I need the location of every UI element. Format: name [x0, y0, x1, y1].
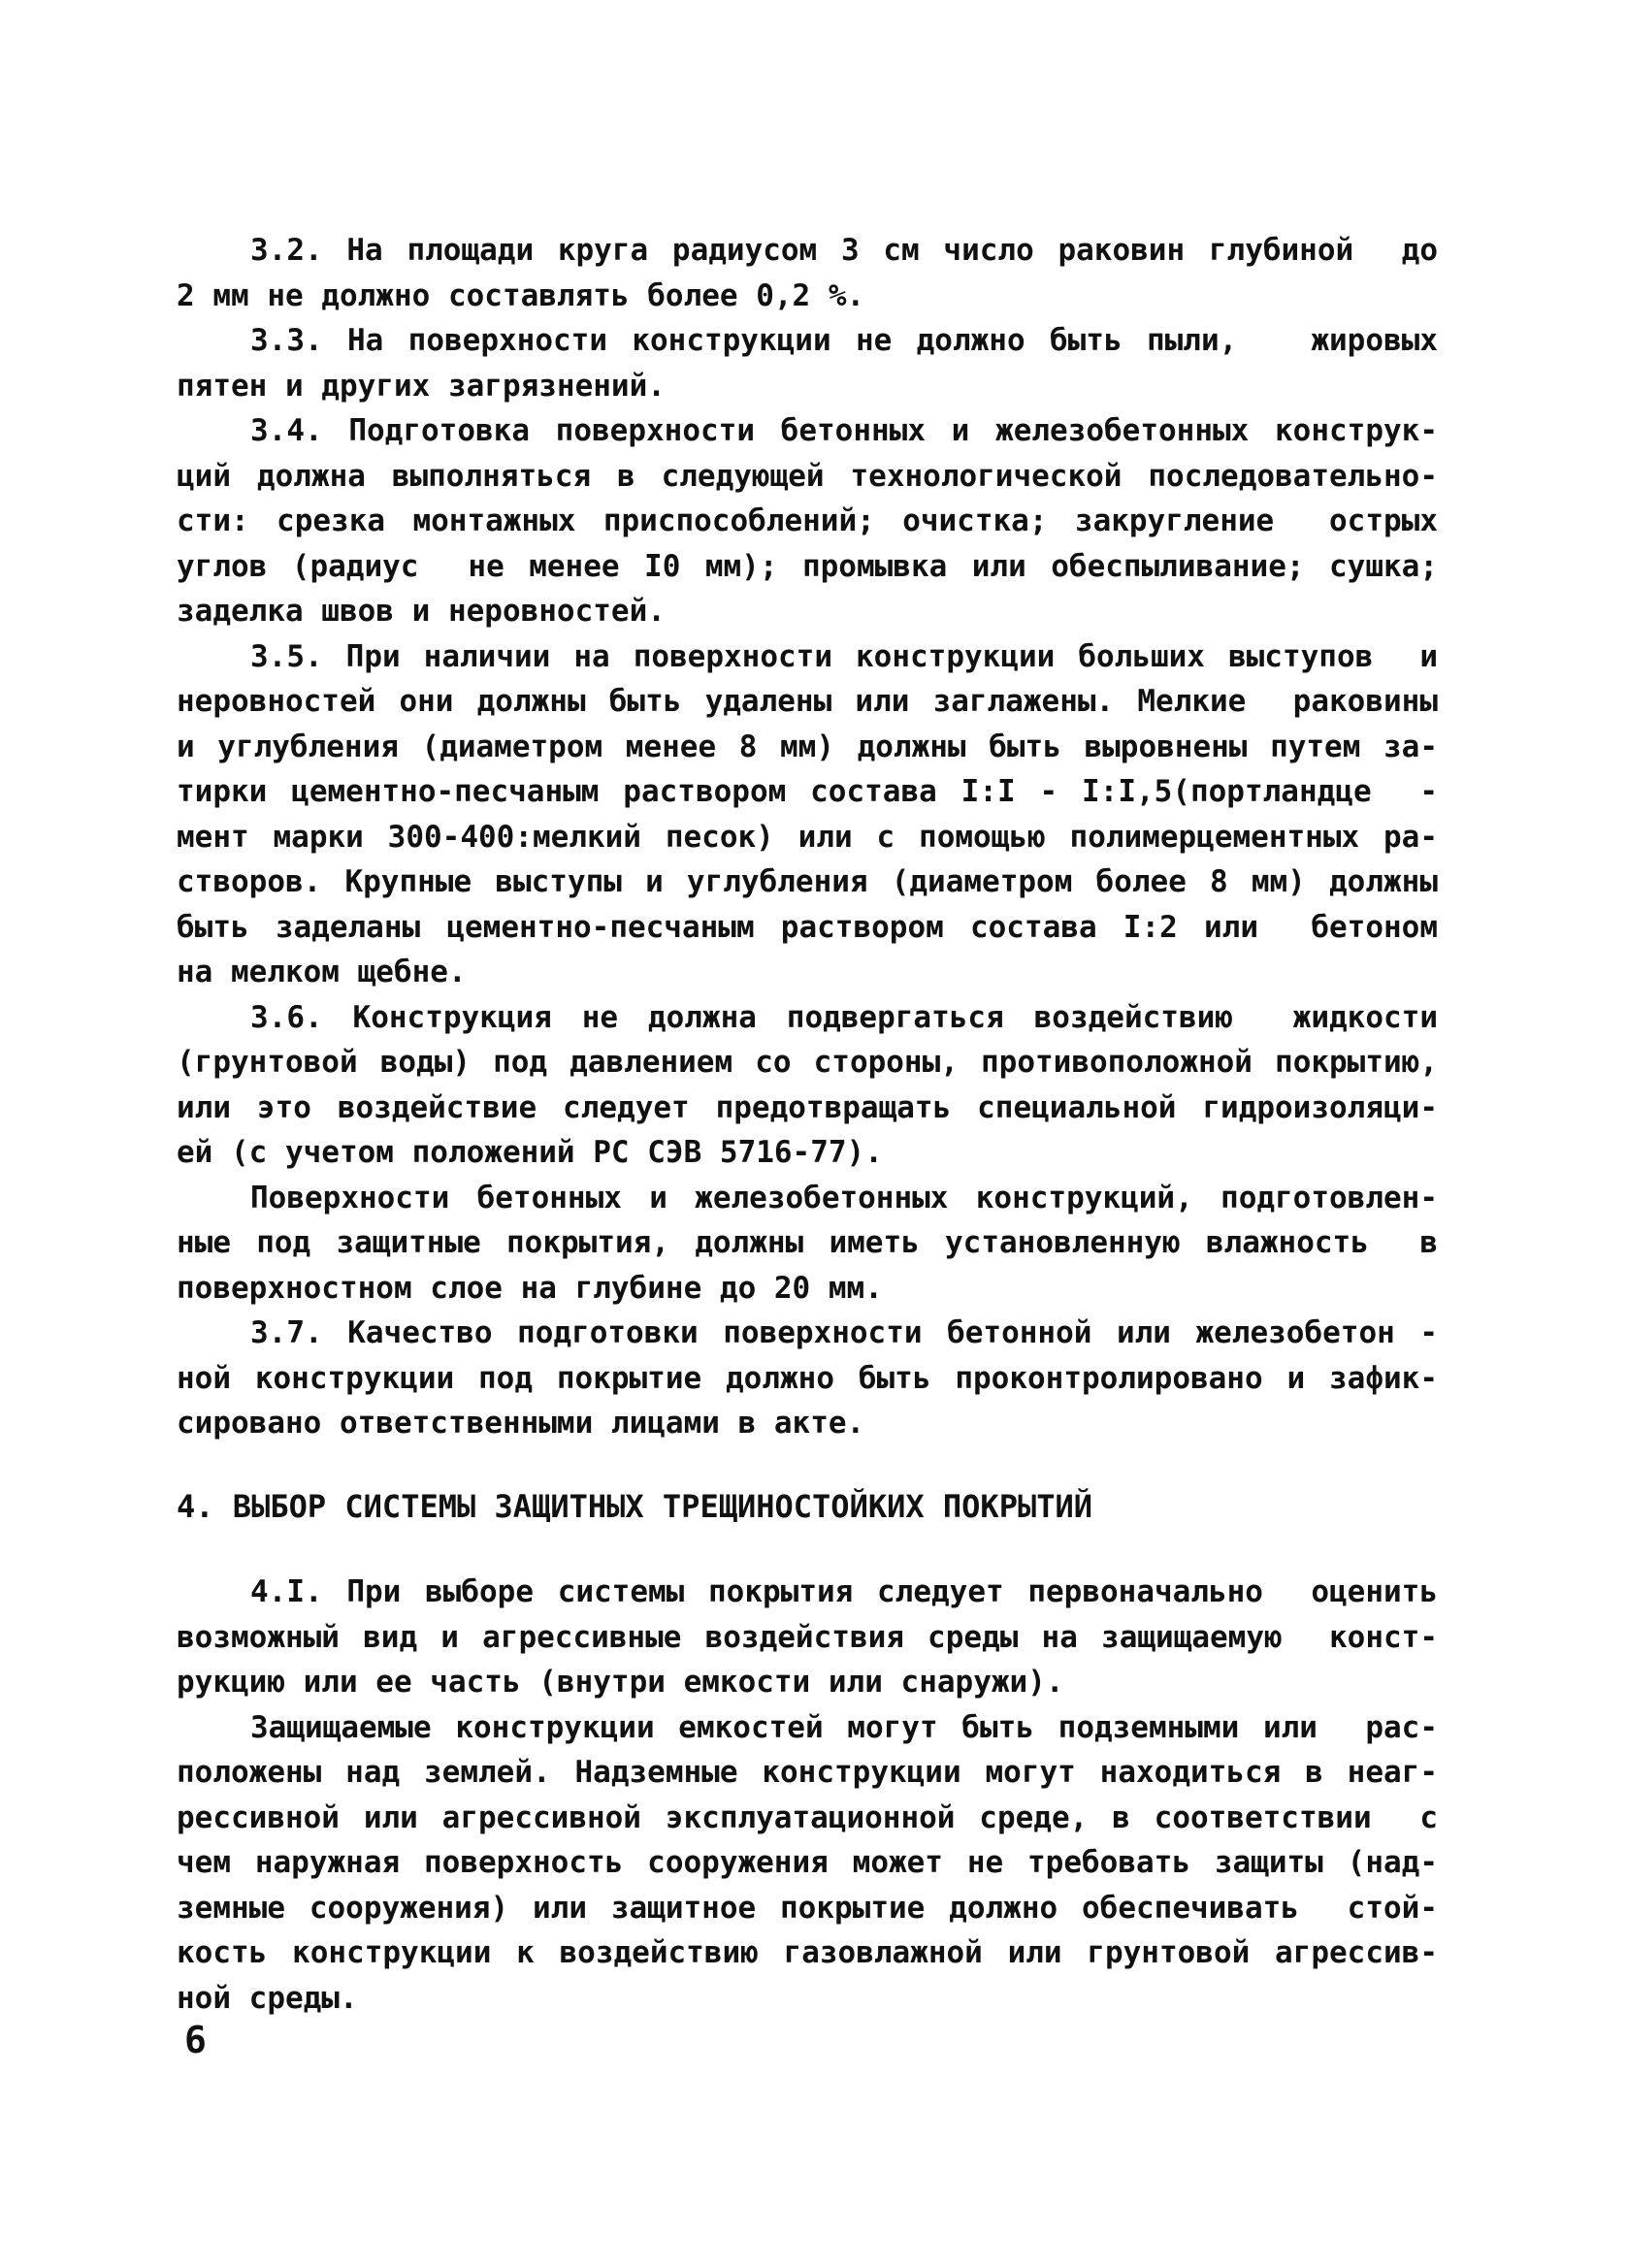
section-3-text [177, 228, 1438, 1446]
text-line: чем наружная поверхность сооружения может не требовать защиты (над- [177, 1845, 1438, 1880]
text-line: возможный вид и агрессивные воздействия среды на защищаемую конст- [177, 1619, 1438, 1655]
text-line: ций должна выполняться в следующей технологической последовательно- [177, 458, 1438, 494]
text-line: 3.7. Качество подготовки поверхности бетонной или железобетон - [250, 1315, 1438, 1350]
text-line: заделка швов и неровностей. [177, 594, 666, 629]
text-line: 3.3. На поверхности конструкции не должно быть пыли, жировых [250, 323, 1438, 358]
text-line: мент марки 300-400:мелкий песок) или с помощью полимерцементных ра- [177, 819, 1438, 855]
text-line: 3.4. Подготовка поверхности бетонных и железобетонных конструк- [250, 413, 1438, 448]
text-line: сировано ответственными лицами в акте. [177, 1406, 865, 1441]
text-line: ной конструкции под покрытие должно быть проконтролировано и зафик- [177, 1360, 1438, 1396]
text-line: ей (с учетом положений РС СЭВ 5716-77). [177, 1135, 883, 1170]
text-line: 4.I. При выборе системы покрытия следует первоначально оценить [250, 1574, 1438, 1609]
text-line: рукцию или ее часть (внутри емкости или снаружи). [177, 1665, 1064, 1700]
page-number: 6 [184, 2019, 207, 2061]
text-line: Защищаемые конструкции емкостей могут быть подземными или рас- [250, 1709, 1438, 1745]
text-line: на мелком щебне. [177, 955, 467, 989]
text-line: 3.6. Конструкция не должна подвергаться воздействию жидкости [250, 999, 1438, 1035]
text-line: рессивной или агрессивной эксплуатационной среде, в соответствии с [177, 1799, 1438, 1835]
text-line: створов. Крупные выступы и углубления (диаметром более 8 мм) должны [177, 864, 1438, 899]
text-line: земные сооружения) или защитное покрытие должно обеспечивать стой- [177, 1890, 1438, 1926]
text-line: неровностей они должны быть удалены или заглажены. Мелкие раковины [177, 684, 1438, 719]
text-line: поверхностном слое на глубине до 20 мм. [177, 1270, 883, 1306]
text-line: ные под защитные покрытия, должны иметь установленную влажность в [177, 1225, 1438, 1260]
text-line: положены над землей. Надземные конструкции могут находиться в неаг- [177, 1755, 1438, 1790]
text-line: или это воздействие следует предотвращать специальной гидроизоляци- [177, 1089, 1438, 1125]
text-line: кость конструкции к воздействию газовлажной или грунтовой агрессив- [177, 1935, 1438, 1970]
text-line: быть заделаны цементно-песчаным раствором состава I:2 или бетоном [177, 909, 1438, 945]
text-line: пятен и других загрязнений. [177, 368, 666, 404]
section-4-text [177, 1570, 1438, 2021]
text-line: сти: срезка монтажных приспособлений; очистка; закругление острых [177, 503, 1438, 538]
text-line: (грунтовой воды) под давлением со стороны, противоположной покрытию, [177, 1045, 1438, 1080]
text-line: 3.5. При наличии на поверхности конструкции больших выступов и [250, 638, 1438, 674]
text-line: 3.2. На площади круга радиусом 3 см число раковин глубиной до [250, 233, 1438, 268]
text-line: углов (радиус не менее I0 мм); промывка или обеспыливание; сушка; [177, 548, 1438, 584]
text-line: и углубления (диаметром менее 8 мм) должны быть выровнены путем за- [177, 729, 1438, 764]
section-heading: 4. ВЫБОР СИСТЕМЫ ЗАЩИТНЫХ ТРЕЩИНОСТОЙКИХ ПОКРЫТИЙ [177, 1488, 1093, 1525]
text-line: тирки цементно-песчаным раствором состава I:I - I:I,5(портландце - [177, 774, 1438, 809]
text-line: 2 мм не должно составлять более 0,2 %. [177, 277, 865, 313]
text-line: ной среды. [177, 1980, 358, 2016]
text-line: Поверхности бетонных и железобетонных конструкций, подготовлен- [250, 1180, 1438, 1215]
